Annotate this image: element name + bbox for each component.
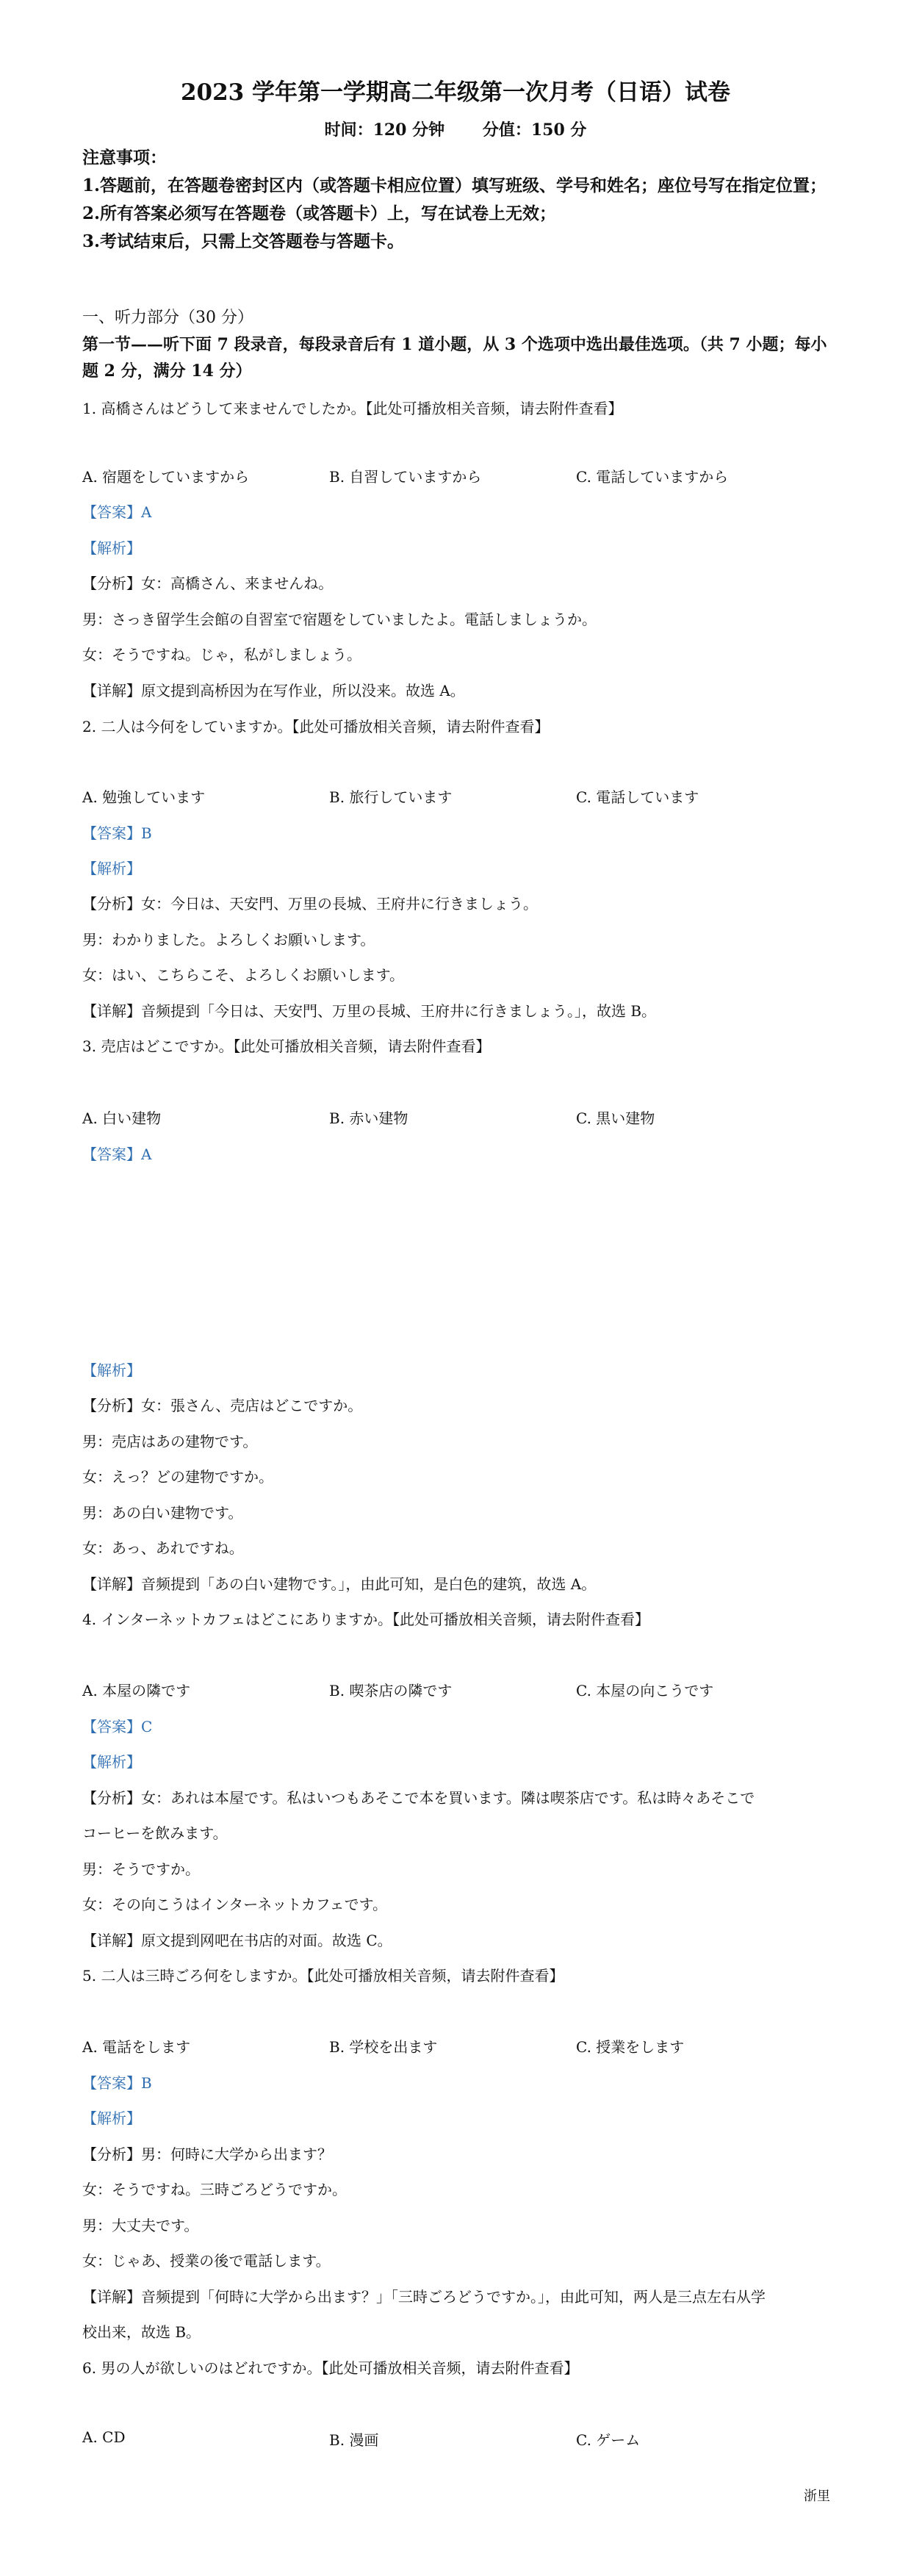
analysis-line: 【分析】男：何時に大学から出ます？ bbox=[82, 2145, 332, 2163]
option-b: B. 自習していますから bbox=[329, 468, 482, 486]
question-text: 5. 二人は三時ごろ何をしますか。【此处可播放相关音频，请去附件查看】 bbox=[82, 1967, 564, 1985]
page-footer: 浙里 bbox=[804, 2489, 830, 2504]
analysis-line: 【详解】音频提到「あの白い建物です。」，由此可知，是白色的建筑，故选 A。 bbox=[82, 1575, 597, 1593]
analysis-line: 女：その向こうはインターネットカフェです。 bbox=[82, 1896, 387, 1913]
analysis-line: 校出来，故选 B。 bbox=[82, 2323, 201, 2341]
option-c: C. ゲーム bbox=[576, 2431, 641, 2449]
analysis-label: 【解析】 bbox=[82, 2109, 141, 2127]
answer-label: 【答案】B bbox=[82, 824, 152, 842]
analysis-line: 女：あっ、あれですね。 bbox=[82, 1539, 244, 1557]
analysis-line: 男：そうですか。 bbox=[82, 1860, 200, 1878]
analysis-line: 【详解】原文提到高桥因为在写作业，所以没来。故选 A。 bbox=[82, 682, 465, 699]
exam-score: 分值：150 分 bbox=[482, 120, 587, 140]
option-a: A. CD bbox=[82, 2428, 126, 2446]
option-a: A. 白い建物 bbox=[82, 1109, 162, 1127]
notice-item: 3.考试结束后，只需上交答题卷与答题卡。 bbox=[82, 231, 405, 251]
exam-time: 时间：120 分钟 bbox=[324, 120, 445, 140]
analysis-line: 女：はい、こちらこそ、よろしくお願いします。 bbox=[82, 966, 404, 984]
analysis-label: 【解析】 bbox=[82, 860, 141, 877]
analysis-label: 【解析】 bbox=[82, 1361, 141, 1379]
analysis-line: 【分析】女：張さん、売店はどこですか。 bbox=[82, 1397, 363, 1414]
part-heading: 一、听力部分（30 分） bbox=[82, 309, 253, 327]
analysis-line: 女：そうですね。じゃ，私がしましょう。 bbox=[82, 646, 361, 663]
analysis-line: 男：さっき留学生会館の自習室で宿題をしていましたよ。電話しましょうか。 bbox=[82, 611, 597, 628]
part-header bbox=[82, 305, 832, 384]
analysis-line: 【分析】女：今日は、天安門、万里の長城、王府井に行きましょう。 bbox=[82, 895, 538, 913]
notice-heading: 注意事项： bbox=[82, 148, 167, 168]
option-a: A. 勉強しています bbox=[82, 788, 206, 806]
option-b: B. 旅行しています bbox=[329, 788, 453, 806]
option-b: B. 漫画 bbox=[329, 2431, 379, 2449]
option-c: C. 黒い建物 bbox=[576, 1109, 655, 1127]
option-a: A. 宿題をしていますから bbox=[82, 468, 250, 486]
analysis-label: 【解析】 bbox=[82, 1753, 141, 1771]
option-b: B. 学校を出ます bbox=[329, 2038, 438, 2056]
question-text: 1. 高橋さんはどうして来ませんでしたか。【此处可播放相关音频，请去附件查看】 bbox=[82, 400, 623, 417]
analysis-line: コーヒーを飲みます。 bbox=[82, 1824, 228, 1842]
answer-label: 【答案】A bbox=[82, 1145, 152, 1163]
option-a: A. 電話をします bbox=[82, 2038, 191, 2056]
question-text: 2. 二人は今何をしていますか。【此处可播放相关音频，请去附件查看】 bbox=[82, 718, 550, 735]
analysis-line: 男：わかりました。よろしくお願いします。 bbox=[82, 931, 375, 949]
analysis-line: 男：大丈夫です。 bbox=[82, 2217, 199, 2234]
analysis-line: 女：じゃあ、授業の後で電話します。 bbox=[82, 2252, 331, 2270]
option-c: C. 授業をします bbox=[576, 2038, 685, 2056]
question-text: 3. 売店はどこですか。【此处可播放相关音频，请去附件查看】 bbox=[82, 1037, 491, 1055]
analysis-line: 【详解】音频提到「何時に大学から出ます？」「三時ごろどうですか。」，由此可知，两人是三点左右从学 bbox=[82, 2288, 766, 2306]
notice-item: 2.所有答案必须写在答题卷（或答题卡）上，写在试卷上无效； bbox=[82, 204, 557, 223]
option-b: B. 赤い建物 bbox=[329, 1109, 408, 1127]
analysis-line: 【分析】女：高橋さん、来ませんね。 bbox=[82, 575, 334, 592]
analysis-label: 【解析】 bbox=[82, 539, 141, 557]
page-title: 2023 学年第一学期高二年级第一次月考（日语）试卷 bbox=[180, 79, 731, 106]
option-a: A. 本屋の隣です bbox=[82, 1682, 191, 1699]
analysis-line: 男：あの白い建物です。 bbox=[82, 1504, 243, 1522]
part-instruction: 第一节——听下面 7 段录音，每段录音后有 1 道小题，从 3 个选项中选出最佳选项。（共 7 小题；每小题 2 分，满分 14 分） bbox=[82, 335, 827, 381]
analysis-line: 【详解】原文提到网吧在书店的对面。故选 C。 bbox=[82, 1932, 392, 1949]
exam-meta bbox=[0, 118, 911, 140]
analysis-line: 女：えっ？どの建物ですか。 bbox=[82, 1468, 273, 1486]
option-b: B. 喫茶店の隣です bbox=[329, 1682, 453, 1699]
answer-label: 【答案】B bbox=[82, 2074, 152, 2092]
notice-item: 1.答题前，在答题卷密封区内（或答题卡相应位置）填写班级、学号和姓名；座位号写在指定位置； bbox=[82, 176, 827, 195]
question-text: 4. インターネットカフェはどこにありますか。【此处可播放相关音频，请去附件查看】 bbox=[82, 1611, 650, 1628]
answer-label: 【答案】C bbox=[82, 1718, 153, 1735]
question-text: 6. 男の人が欲しいのはどれですか。【此处可播放相关音频，请去附件查看】 bbox=[82, 2359, 579, 2377]
analysis-line: 男：売店はあの建物です。 bbox=[82, 1433, 258, 1450]
notice-block bbox=[82, 144, 832, 256]
option-c: C. 本屋の向こうです bbox=[576, 1682, 714, 1699]
answer-label: 【答案】A bbox=[82, 503, 152, 521]
analysis-line: 【分析】女：あれは本屋です。私はいつもあそこで本を買います。隣は喫茶店です。私は時々あそこで bbox=[82, 1789, 755, 1807]
analysis-line: 【详解】音频提到「今日は、天安門、万里の長城、王府井に行きましょう。」，故选 B。 bbox=[82, 1002, 657, 1020]
option-c: C. 電話していますから bbox=[576, 468, 729, 486]
analysis-line: 女：そうですね。三時ごろどうですか。 bbox=[82, 2181, 347, 2198]
option-c: C. 電話しています bbox=[576, 788, 699, 806]
